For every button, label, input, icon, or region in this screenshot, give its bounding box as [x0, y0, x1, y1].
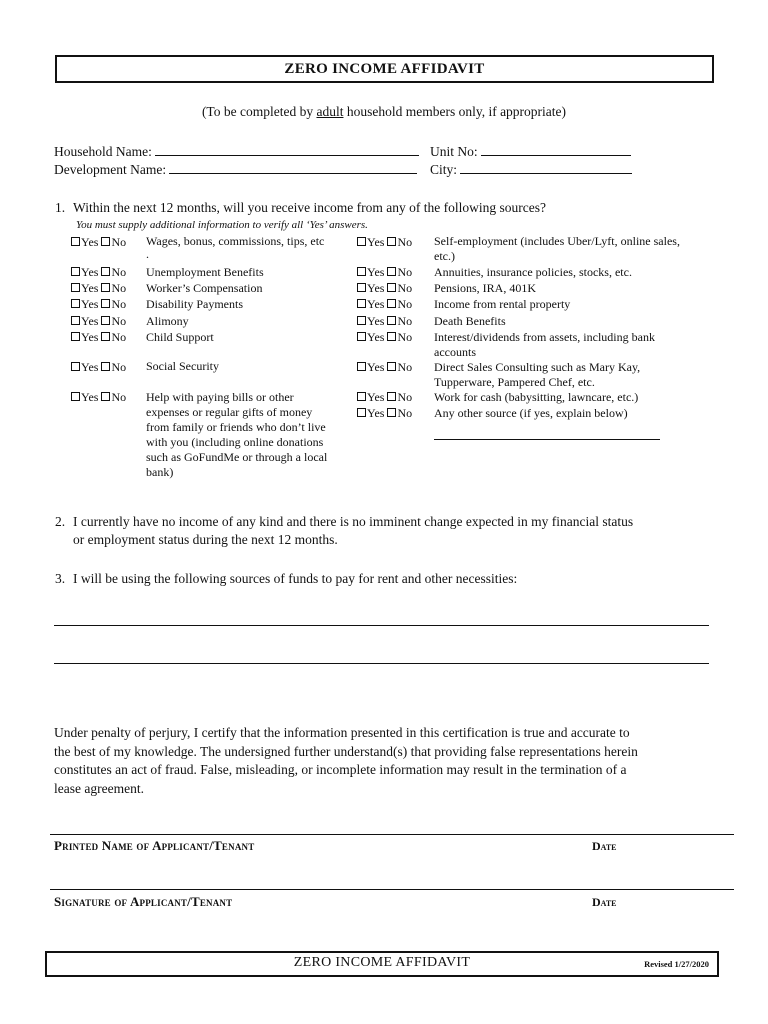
- form-title: ZERO INCOME AFFIDAVIT: [55, 55, 714, 83]
- certification-line: lease agreement.: [54, 780, 144, 796]
- source-social-security: Social Security: [146, 359, 219, 373]
- printed-name-divider: [50, 834, 734, 835]
- certification-line: the best of my knowledge. The undersigned further understand(s) that providing false representations herein: [54, 743, 638, 759]
- death-benefits-no-checkbox[interactable]: No: [387, 314, 412, 328]
- source-annuities: Annuities, insurance policies, stocks, etc.: [434, 265, 632, 279]
- social-security-no-checkbox[interactable]: No: [101, 360, 126, 374]
- checkbox-icon: [71, 332, 80, 341]
- checkbox-icon: [71, 283, 80, 292]
- household-name-row: [54, 143, 419, 160]
- question-3: [55, 571, 517, 587]
- household-name-field[interactable]: [155, 143, 419, 156]
- checkbox-icon: [357, 408, 366, 417]
- signature-label: Signature of Applicant/Tenant: [54, 894, 233, 909]
- checkbox-icon: [71, 316, 80, 325]
- verification-note: You must supply additional information to verify all ‘Yes’ answers.: [76, 219, 368, 231]
- rental-income-no-checkbox[interactable]: No: [387, 297, 412, 311]
- checkbox-icon: [357, 299, 366, 308]
- source-help-paying-bills-4: with you (including online donations: [146, 435, 324, 449]
- signature-divider: [50, 889, 734, 890]
- revision-date: Revised 1/27/2020: [644, 959, 709, 969]
- source-other: Any other source (if yes, explain below): [434, 406, 628, 420]
- unemployment-no-checkbox[interactable]: No: [101, 265, 126, 279]
- certification-line: constitutes an act of fraud. False, misleading, or incomplete information may result in the termination of a: [54, 762, 627, 777]
- disability-yes-no: [71, 297, 126, 312]
- disability-yes-checkbox[interactable]: Yes: [71, 297, 98, 311]
- wages-yes-no: [71, 235, 126, 250]
- checkbox-icon: [387, 299, 396, 308]
- checkbox-icon: [387, 316, 396, 325]
- signature-field[interactable]: [50, 912, 594, 942]
- workers-comp-yes-no: [71, 281, 126, 296]
- checkbox-icon: [387, 362, 396, 371]
- source-direct-sales: Direct Sales Consulting such as Mary Kay,: [434, 360, 641, 374]
- pensions-yes-no: [357, 281, 412, 296]
- direct-sales-no-checkbox[interactable]: No: [387, 360, 412, 374]
- source-self-employment-continued: etc.): [434, 249, 455, 263]
- checkbox-icon: [101, 237, 110, 246]
- source-pensions: Pensions, IRA, 401K: [434, 281, 537, 295]
- question-2-number: 2.: [55, 514, 66, 529]
- other-source-no-checkbox[interactable]: No: [387, 406, 412, 420]
- source-disability: Disability Payments: [146, 297, 243, 311]
- workers-comp-no-checkbox[interactable]: No: [101, 281, 126, 295]
- checkbox-icon: [387, 332, 396, 341]
- alimony-yes-no: [71, 314, 126, 329]
- unemployment-yes-checkbox[interactable]: Yes: [71, 265, 98, 279]
- checkbox-icon: [101, 283, 110, 292]
- source-workers-comp: Worker’s Compensation: [146, 281, 263, 295]
- source-direct-sales-continued: Tupperware, Pampered Chef, etc.: [434, 375, 595, 389]
- pensions-no-checkbox[interactable]: No: [387, 281, 412, 295]
- checkbox-icon: [387, 283, 396, 292]
- checkbox-icon: [387, 267, 396, 276]
- checkbox-icon: [71, 267, 80, 276]
- checkbox-icon: [357, 362, 366, 371]
- question-3-number: 3.: [55, 571, 66, 586]
- city-field[interactable]: [460, 161, 632, 174]
- checkbox-icon: [71, 392, 80, 401]
- subtitle-text-end: household members only, if appropriate): [343, 104, 567, 119]
- work-for-cash-yes-checkbox[interactable]: Yes: [357, 390, 384, 404]
- source-death-benefits: Death Benefits: [434, 314, 506, 328]
- checkbox-icon: [357, 316, 366, 325]
- checkbox-icon: [71, 362, 80, 371]
- checkbox-icon: [357, 332, 366, 341]
- help-paying-bills-yes-checkbox[interactable]: Yes: [71, 390, 98, 404]
- death-benefits-yes-no: [357, 314, 412, 329]
- work-for-cash-yes-no: [357, 390, 412, 405]
- checkbox-icon: [357, 283, 366, 292]
- annuities-yes-no: [357, 265, 412, 280]
- social-security-yes-checkbox[interactable]: Yes: [71, 360, 98, 374]
- printed-name-date-field[interactable]: [596, 856, 732, 889]
- interest-dividends-yes-checkbox[interactable]: Yes: [357, 330, 384, 344]
- other-source-yes-no: [357, 406, 412, 421]
- household-name-label: Household Name:: [54, 144, 152, 159]
- printed-name-date-label: Date: [592, 839, 617, 853]
- alimony-no-checkbox[interactable]: No: [101, 314, 126, 328]
- source-interest-dividends: Interest/dividends from assets, including bank: [434, 330, 655, 344]
- rental-income-yes-checkbox[interactable]: Yes: [357, 297, 384, 311]
- annuities-yes-checkbox[interactable]: Yes: [357, 265, 384, 279]
- source-unemployment: Unemployment Benefits: [146, 265, 264, 279]
- unit-no-label: Unit No:: [430, 144, 478, 159]
- development-name-label: Development Name:: [54, 162, 167, 177]
- source-help-paying-bills-5: such as GoFundMe or through a local: [146, 450, 328, 464]
- checkbox-icon: [387, 408, 396, 417]
- help-paying-bills-yes-no: [71, 390, 126, 405]
- checkbox-icon: [101, 267, 110, 276]
- checkbox-icon: [101, 362, 110, 371]
- alimony-yes-checkbox[interactable]: Yes: [71, 314, 98, 328]
- source-interest-dividends-continued: accounts: [434, 345, 476, 359]
- development-name-field[interactable]: [169, 161, 417, 174]
- child-support-yes-no: [71, 330, 126, 345]
- death-benefits-yes-checkbox[interactable]: Yes: [357, 314, 384, 328]
- source-help-paying-bills-6: bank): [146, 465, 174, 479]
- subtitle-text-start: (To be completed by: [201, 104, 317, 119]
- source-alimony: Alimony: [146, 314, 189, 328]
- printed-name-field[interactable]: [50, 856, 594, 889]
- interest-dividends-no-checkbox[interactable]: No: [387, 330, 412, 344]
- checkbox-icon: [357, 392, 366, 401]
- signature-date-field[interactable]: [596, 912, 732, 942]
- interest-dividends-yes-no: [357, 330, 412, 345]
- source-rental-income: Income from rental property: [434, 297, 571, 311]
- child-support-yes-checkbox[interactable]: Yes: [71, 330, 98, 344]
- source-self-employment: Self-employment (includes Uber/Lyft, online sales,: [434, 234, 680, 248]
- source-help-paying-bills-1: Help with paying bills or other: [146, 390, 294, 404]
- checkbox-icon: [101, 332, 110, 341]
- subtitle-underlined-word: adult: [316, 104, 344, 119]
- help-paying-bills-no-checkbox[interactable]: No: [101, 390, 126, 404]
- question-2: [55, 514, 633, 530]
- work-for-cash-no-checkbox[interactable]: No: [387, 390, 412, 404]
- self-employment-no-checkbox[interactable]: No: [387, 235, 412, 249]
- city-label: City:: [430, 162, 458, 177]
- source-wages-continued: .: [146, 247, 149, 261]
- certification-statement: [54, 724, 638, 798]
- footer-title: ZERO INCOME AFFIDAVIT: [293, 955, 471, 970]
- unit-no-row: [430, 143, 631, 160]
- checkbox-icon: [357, 237, 366, 246]
- wages-yes-checkbox[interactable]: Yes: [71, 235, 98, 249]
- child-support-no-checkbox[interactable]: No: [101, 330, 126, 344]
- development-name-row: [54, 161, 417, 178]
- wages-no-checkbox[interactable]: No: [101, 235, 126, 249]
- checkbox-icon: [387, 392, 396, 401]
- printed-name-label: Printed Name of Applicant/Tenant: [54, 838, 255, 853]
- signature-date-label: Date: [592, 895, 617, 909]
- unemployment-yes-no: [71, 265, 126, 280]
- pensions-yes-checkbox[interactable]: Yes: [357, 281, 384, 295]
- question-3-text: I will be using the following sources of funds to pay for rent and other necessities:: [73, 571, 518, 586]
- question-2-text-line-1: I currently have no income of any kind and there is no imminent change expected in my financial status: [73, 514, 634, 529]
- source-help-paying-bills-2: expenses or regular gifts of money: [146, 405, 313, 419]
- workers-comp-yes-checkbox[interactable]: Yes: [71, 281, 98, 295]
- certification-line: Under penalty of perjury, I certify that the information presented in this certification is true and accurate to: [54, 725, 630, 740]
- checkbox-icon: [101, 299, 110, 308]
- other-source-explanation-field[interactable]: [434, 425, 660, 440]
- social-security-yes-no: [71, 360, 126, 375]
- self-employment-yes-checkbox[interactable]: Yes: [357, 235, 384, 249]
- question-1-text: Within the next 12 months, will you receive income from any of the following sources?: [73, 200, 546, 215]
- self-employment-yes-no: [357, 235, 412, 250]
- question-1-number: 1.: [55, 200, 66, 215]
- rental-income-yes-no: [357, 297, 412, 312]
- source-work-for-cash: Work for cash (babysitting, lawncare, etc.): [434, 390, 639, 404]
- direct-sales-yes-no: [357, 360, 412, 375]
- checkbox-icon: [101, 392, 110, 401]
- funding-sources-answer-line-2[interactable]: [54, 649, 709, 664]
- checkbox-icon: [357, 267, 366, 276]
- footer: [45, 951, 719, 977]
- annuities-no-checkbox[interactable]: No: [387, 265, 412, 279]
- checkbox-icon: [387, 237, 396, 246]
- checkbox-icon: [101, 316, 110, 325]
- disability-no-checkbox[interactable]: No: [101, 297, 126, 311]
- unit-no-field[interactable]: [481, 143, 631, 156]
- other-source-yes-checkbox[interactable]: Yes: [357, 406, 384, 420]
- source-help-paying-bills-3: from family or friends who don’t live: [146, 420, 326, 434]
- direct-sales-yes-checkbox[interactable]: Yes: [357, 360, 384, 374]
- form-subtitle: [0, 104, 768, 120]
- checkbox-icon: [71, 237, 80, 246]
- source-wages: Wages, bonus, commissions, tips, etc: [146, 234, 325, 248]
- checkbox-icon: [71, 299, 80, 308]
- question-2-text-line-2: or employment status during the next 12 months.: [73, 532, 338, 547]
- city-row: [430, 161, 632, 178]
- source-child-support: Child Support: [146, 330, 214, 344]
- question-1: [55, 200, 546, 216]
- funding-sources-answer-line-1[interactable]: [54, 611, 709, 626]
